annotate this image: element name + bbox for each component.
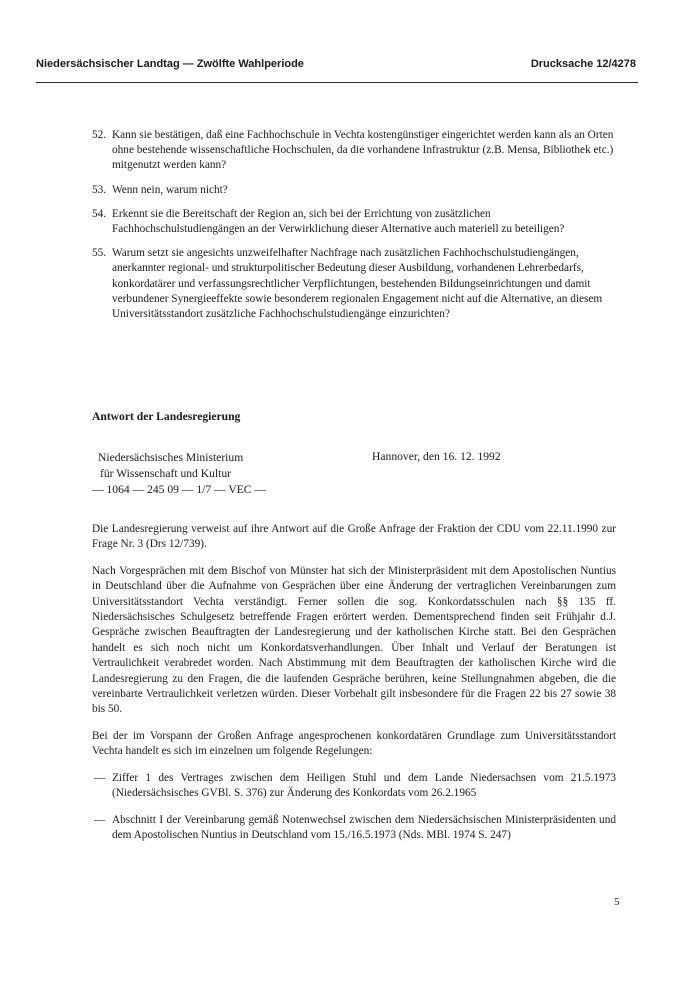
question-number: 54. [92,207,107,220]
question-number: 53. [92,183,107,196]
question-item [92,207,616,237]
question-text: Kann sie bestätigen, daß eine Fachhochschule in Vechta kostengünstiger eingerichtet werden kann als an Orten ohne bestehende wissenschaftliche Hochschulen, da die vorhandene Infrastruktur (z.B. Mensa, Bibliothek etc.) mitgenutzt werden kann? [112,129,614,172]
question-text: Warum setzt sie angesichts unzweifelhafter Nachfrage nach zusätzlichen Fachhochschulstudiengängen, anerkannter regional- und strukturpolitischer Bedeutung dieser Ausbildung, vorhandenen Lehrerbedarfs, konkordatärer und verfassungsrechtlicher Verpflichtungen, bestehenden Bildungseinrichtungen und damit verbundener Synergieeffekte sowie besonderem regionalen Engagement nicht auf die Alternative, an diesem Universitätsstandort zusätzliche Fachhochschulstudiengänge einzurichten? [112,247,603,321]
date-line: Hannover, den 16. 12. 1992 [372,450,501,463]
file-reference: — 1064 — 245 09 — 1/7 — VEC — [92,483,267,496]
question-item [92,128,616,174]
list-item-text: Abschnitt I der Vereinbarung gemäß Notenwechsel zwischen dem Niedersächsischen Ministerpräsidenten und dem Apostolischen Nuntius in Deutschland vom 15./16.5.1973 (Nds. MBl. 1974 S. 247) [112,813,616,841]
list-item [92,771,616,802]
question-text: Wenn nein, warum nicht? [112,183,228,196]
list-item-text: Ziffer 1 des Vertrages zwischen dem Heiligen Stuhl und dem Lande Niedersachsen vom 21.5.1973 (Niedersächsisches GVBl. S. 376) zur Änderung des Konkordats vom 26.2.1965 [112,771,616,800]
paragraph: Die Landesregierung verweist auf ihre Antwort auf die Große Anfrage der Fraktion der CDU vom 22.11.1990 zur Frage Nr. 3 (Drs 12/739). [92,523,616,551]
paragraph: Nach Vorgesprächen mit dem Bischof von Münster hat sich der Ministerpräsident mit dem Apostolischen Nuntius in Deutschland über die Aufnahme von Gesprächen über eine Änderung der vertraglichen Vereinbarungen zum Universitätsstandort Vechta verständigt. Ferner sollen die sog. Konkordatsschulen nach §§ 135 ff. Niedersächsisches Schulgesetz betreffende Fragen erörtert werden. Dementsprechend finden seit Frühjahr d.J. Gespräche zwischen Beauftragten der Landesregierung und der katholischen Kirche statt. Bei den Gesprächen handelt es sich noch nicht um Konkordatsverhandlungen. Über Inhalt und Verlauf der Beratungen ist Vertraulichkeit verabredet worden. Nach Abstimmung mit dem Beauftragten der katholischen Kirche wird die Landesregierung zu den Fragen, die die laufenden Gespräche berühren, keine Stellungnahmen abgeben, die die vereinbarte Vertraulichkeit verletzen würden. Dieser Vorbehalt gilt insbesondere für die Fragen 22 bis 27 sowie 38 bis 50. [92,564,616,716]
ministry-block [92,450,266,498]
dash-marker: — [94,813,106,826]
answer-heading: Antwort der Landesregierung [92,410,241,423]
ministry-department: für Wissenschaft und Kultur [100,467,232,480]
list-item [92,813,616,844]
header-title: Niedersächsischer Landtag — Zwölfte Wahlperiode [36,58,304,70]
page-header [36,52,636,74]
question-item [92,183,616,198]
page-number: 5 [614,896,620,908]
header-rule [36,82,638,83]
ministry-name: Niedersächsisches Ministerium [98,451,244,464]
question-list [92,128,616,331]
question-item [92,246,616,322]
paragraph: Bei der im Vorspann der Großen Anfrage angesprochenen konkordatären Grundlage zum Universitätsstandort Vechta handelt es sich im einzelnen um folgende Regelungen: [92,729,616,758]
answer-body [92,522,616,854]
document-number: Drucksache 12/4278 [530,58,636,70]
question-number: 52. [92,129,107,141]
dash-marker: — [94,771,106,784]
question-text: Erkennt sie die Bereitschaft der Region an, sich bei der Errichtung von zusätzlichen Fachhochschulstudiengängen an der Verwirklichung dieser Alternative auch materiell zu beteiligen? [112,207,565,236]
question-number: 55. [92,247,107,260]
